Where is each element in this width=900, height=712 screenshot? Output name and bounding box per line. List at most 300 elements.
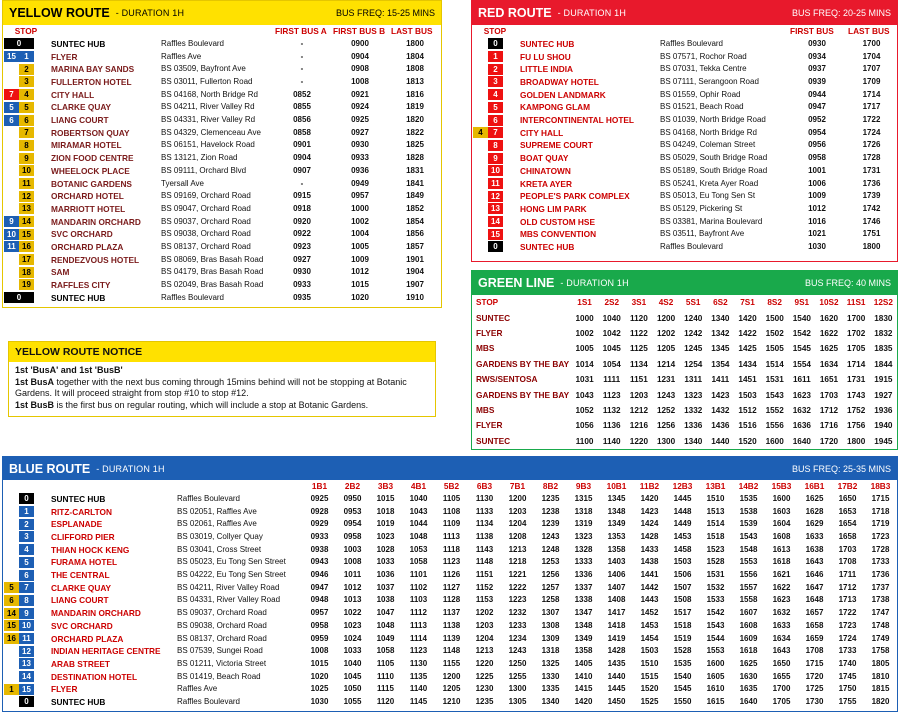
stop-number-badge	[473, 203, 488, 214]
stop-number-cell	[3, 607, 49, 620]
stop-number-cell	[472, 228, 518, 241]
stop-number-badge: 10	[19, 620, 34, 631]
stop-number-badge	[4, 127, 19, 138]
departure-time: 1411	[711, 375, 730, 385]
table-row	[3, 50, 441, 63]
stop-number-cell	[3, 177, 49, 190]
departure-time: 1609	[739, 633, 758, 643]
column-header: 5B2	[443, 481, 460, 492]
departure-time: 1420	[738, 313, 757, 323]
departure-time: 1733	[871, 557, 890, 567]
departure-time: 0943	[310, 557, 329, 567]
departure-time: 1240	[684, 313, 703, 323]
stop-number-badge: 0	[4, 292, 34, 303]
column-header: 9B3	[575, 481, 592, 492]
departure-time: 1225	[475, 671, 494, 681]
stop-number-cell	[3, 493, 49, 506]
stop-number-badge: 15	[4, 51, 19, 62]
stop-number-badge	[4, 76, 19, 87]
table-row	[472, 310, 897, 325]
departure-time: 1349	[607, 519, 626, 529]
stop-number-badge	[4, 671, 19, 682]
departure-time: 1205	[442, 684, 461, 694]
last-bus-time: 1704	[862, 51, 881, 61]
table-row	[3, 594, 897, 607]
departure-time: 1505	[765, 344, 784, 354]
departure-time: 1658	[838, 532, 857, 542]
stop-number-badge	[473, 191, 488, 202]
departure-time: 1405	[574, 658, 593, 668]
col-first-bus-b: FIRST BUS B	[333, 26, 386, 37]
stop-number-cell	[3, 683, 49, 696]
table-row	[3, 582, 897, 595]
stop-number-badge	[4, 165, 19, 176]
departure-time: 1333	[574, 557, 593, 567]
departure-time: 1213	[475, 646, 494, 656]
stop-number-cell	[472, 88, 518, 101]
first-bus-time: 1012	[808, 203, 826, 213]
departure-time: 1700	[772, 684, 791, 694]
column-header: 10B1	[606, 481, 627, 492]
first-bus-b-time: 0924	[351, 102, 369, 112]
first-bus-b-time: 1005	[351, 241, 369, 251]
departure-time: 1643	[805, 557, 824, 567]
table-row	[3, 683, 897, 696]
table-row	[472, 152, 897, 165]
departure-time: 1615	[706, 696, 725, 706]
stop-name: MBS	[476, 343, 495, 354]
stop-number-badge: 4	[488, 89, 503, 100]
departure-time: 1205	[656, 344, 676, 354]
stop-address: BS 05241, Kreta Ayer Road	[660, 178, 759, 188]
departure-time: 1123	[409, 646, 428, 656]
first-bus-a-time: -	[300, 77, 304, 87]
stop-name: ESPLANADE	[51, 519, 103, 530]
stop-number-badge	[4, 519, 19, 530]
table-row	[472, 165, 897, 178]
first-bus-b-time: 1000	[351, 203, 369, 213]
departure-time: 1705	[772, 696, 791, 706]
departure-time: 1308	[541, 620, 560, 630]
departure-time: 1135	[409, 671, 428, 681]
departure-time: 1605	[706, 671, 725, 681]
stop-name: SUNTEC	[476, 312, 511, 323]
departure-time: 1300	[508, 684, 527, 694]
departure-time: 1543	[765, 390, 784, 400]
stop-name: MARRIOTT HOTEL	[51, 203, 126, 214]
stop-number-badge: 8	[488, 140, 503, 151]
col-first-bus-a: FIRST BUS A	[275, 26, 327, 37]
stop-number-badge: 15	[4, 620, 19, 631]
stop-number-badge: 15	[488, 229, 503, 240]
departure-time: 1210	[442, 696, 461, 706]
departure-time: 1540	[673, 671, 692, 681]
departure-time: 0950	[343, 493, 362, 503]
column-header: 2S2	[604, 298, 620, 308]
departure-time: 1348	[607, 506, 626, 516]
stop-number-cell	[472, 50, 518, 63]
departure-time: 1640	[739, 696, 758, 706]
stop-number-cell	[472, 139, 518, 152]
departure-time: 1453	[640, 620, 659, 630]
departure-time: 1611	[792, 375, 811, 385]
stop-number-badge	[4, 531, 19, 542]
table-row	[3, 165, 441, 178]
stop-number-badge: 12	[488, 191, 503, 202]
departure-time: 1750	[838, 684, 857, 694]
last-bus-time: 1746	[862, 216, 881, 226]
notice-title: YELLOW ROUTE NOTICE	[9, 342, 435, 362]
blue-route-duration: - DURATION 1H	[96, 463, 165, 474]
column-header: STOP	[476, 298, 499, 308]
departure-time: 1508	[673, 595, 692, 605]
departure-time: 1449	[673, 519, 692, 529]
stop-number-badge	[4, 178, 19, 189]
departure-time: 1736	[871, 570, 890, 580]
stop-address: Raffles Boulevard	[660, 38, 723, 48]
departure-time: 1712	[838, 582, 857, 592]
departure-time: 1440	[711, 436, 730, 446]
departure-time: 1719	[871, 519, 890, 529]
stop-address: Raffles Boulevard	[660, 241, 723, 251]
stop-number-badge	[4, 506, 19, 517]
stop-address: BS 09038, Orchard Road	[177, 620, 267, 630]
col-last-bus: LAST BUS	[848, 26, 890, 37]
stop-name: INDIAN HERITAGE CENTRE	[51, 646, 161, 657]
departure-time: 1531	[765, 375, 784, 385]
departure-time: 1507	[673, 582, 692, 592]
departure-time: 1705	[847, 344, 866, 354]
stop-name: HONG LIM PARK	[520, 203, 587, 214]
last-bus-time: 1816	[406, 89, 424, 99]
departure-time: 1607	[739, 608, 758, 618]
departure-time: 1544	[706, 633, 725, 643]
first-bus-a-time: 0935	[293, 292, 311, 302]
stop-name: THIAN HOCK KENG	[51, 544, 130, 555]
stop-name: MIRAMAR HOTEL	[51, 140, 122, 151]
stop-name: SVC ORCHARD	[51, 620, 113, 631]
departure-time: 1844	[874, 359, 893, 369]
departure-time: 1815	[871, 684, 890, 694]
first-bus-time: 1021	[808, 229, 826, 239]
departure-time: 1625	[805, 493, 824, 503]
stop-name: WHEELOCK PLACE	[51, 165, 130, 176]
last-bus-time: 1904	[406, 267, 424, 277]
stop-address: BS 09169, Orchard Road	[161, 191, 251, 201]
departure-time: 1058	[376, 646, 395, 656]
departure-time: 1500	[765, 313, 784, 323]
first-bus-b-time: 0930	[351, 140, 369, 150]
departure-time: 1208	[508, 532, 527, 542]
departure-time: 1749	[871, 633, 890, 643]
last-bus-time: 1714	[862, 89, 881, 99]
table-row	[3, 203, 441, 216]
column-header: 16B1	[804, 481, 825, 492]
stop-address: BS 05023, Eu Tong Sen Street	[177, 557, 286, 567]
first-bus-b-time: 1004	[351, 229, 369, 239]
first-bus-b-time: 1015	[351, 280, 369, 290]
notice-line-3: 1st BusB is the first bus on regular routing, which will include a stop at Botanic Gardens.	[15, 399, 369, 410]
departure-time: 0929	[310, 519, 329, 529]
stop-name: FLYER	[476, 327, 503, 338]
last-bus-time: 1856	[406, 229, 424, 239]
table-row	[472, 88, 897, 101]
departure-time: 1440	[607, 671, 626, 681]
stop-number-badge: 11	[19, 633, 34, 644]
departure-time: 1613	[772, 544, 791, 554]
departure-time: 1442	[640, 582, 659, 592]
departure-time: 1650	[772, 658, 791, 668]
departure-time: 1115	[377, 684, 394, 694]
stop-name: INTERCONTINENTAL HOTEL	[520, 115, 635, 126]
last-bus-time: 1910	[406, 292, 424, 302]
column-header: 11B2	[639, 481, 660, 492]
table-row	[472, 177, 897, 190]
departure-time: 1653	[838, 506, 857, 516]
departure-time: 1139	[442, 633, 461, 643]
departure-time: 1114	[410, 633, 427, 643]
first-bus-time: 1016	[808, 216, 826, 226]
column-header: 7B1	[509, 481, 526, 492]
departure-time: 1630	[739, 671, 758, 681]
departure-time: 1340	[684, 436, 703, 446]
stop-number-badge: 10	[4, 229, 19, 240]
stop-name: MANDARIN ORCHARD	[51, 216, 141, 227]
departure-time: 1940	[874, 421, 893, 431]
departure-time: 1406	[607, 570, 626, 580]
stop-number-cell	[3, 620, 49, 633]
departure-time: 1148	[475, 557, 494, 567]
departure-time: 1724	[838, 633, 857, 643]
departure-time: 1510	[706, 493, 725, 503]
stop-name: BOAT QUAY	[520, 153, 569, 164]
stop-number-badge: 11	[19, 178, 34, 189]
stop-name: BROADWAY HOTEL	[520, 77, 599, 88]
stop-number-badge	[473, 153, 488, 164]
departure-time: 1111	[603, 375, 621, 385]
departure-time: 0959	[310, 633, 329, 643]
departure-time: 1715	[871, 493, 890, 503]
departure-time: 1510	[640, 658, 659, 668]
departure-time: 1318	[574, 506, 593, 516]
table-row	[472, 101, 897, 114]
departure-time: 1415	[574, 684, 593, 694]
departure-time: 1700	[847, 313, 866, 323]
stop-address: BS 08137, Orchard Road	[177, 633, 267, 643]
stop-name: LITTLE INDIA	[520, 64, 574, 75]
first-bus-a-time: 0915	[293, 191, 311, 201]
departure-time: 1533	[706, 595, 725, 605]
departure-time: 1648	[805, 595, 824, 605]
departure-time: 1800	[847, 436, 866, 446]
stop-address: BS 08137, Orchard Road	[161, 241, 251, 251]
departure-time: 1300	[656, 436, 676, 446]
table-row	[3, 493, 897, 506]
stop-number-cell	[472, 190, 518, 203]
first-bus-time: 0934	[808, 51, 826, 61]
stop-address: BS 04249, Coleman Street	[660, 140, 756, 150]
departure-time: 1200	[508, 493, 527, 503]
stop-number-badge	[4, 203, 19, 214]
column-header-blank	[3, 480, 49, 493]
stop-number-badge: 11	[488, 178, 503, 189]
departure-time: 1623	[772, 595, 791, 605]
departure-time: 1025	[310, 684, 329, 694]
stop-number-badge: 17	[19, 254, 34, 265]
departure-time: 1012	[343, 582, 362, 592]
departure-time: 1503	[640, 646, 659, 656]
departure-time: 1110	[377, 671, 394, 681]
stop-number-cell	[3, 658, 49, 671]
stop-number-badge: 2	[19, 64, 34, 75]
departure-time: 1143	[475, 544, 494, 554]
stop-number-cell	[3, 518, 49, 531]
stop-address: BS 09111, Orchard Blvd	[161, 165, 247, 175]
departure-time: 1008	[343, 557, 362, 567]
stop-number-badge: 13	[488, 203, 503, 214]
column-header: 1S1	[577, 298, 592, 308]
red-route-header	[472, 1, 897, 25]
departure-time: 1011	[343, 570, 362, 580]
table-row	[472, 326, 897, 341]
last-bus-time: 1709	[862, 77, 881, 87]
departure-time: 1513	[706, 506, 725, 516]
stop-number-badge: 1	[4, 684, 19, 695]
departure-time: 1432	[711, 405, 730, 415]
stop-number-cell	[472, 215, 518, 228]
departure-time: 1702	[847, 328, 866, 338]
stop-name: GARDENS BY THE BAY	[476, 389, 570, 400]
departure-time: 1423	[711, 390, 730, 400]
departure-time: 1453	[673, 532, 692, 542]
stop-number-badge	[4, 191, 19, 202]
departure-time: 1319	[574, 519, 593, 529]
stop-name: FULLERTON HOTEL	[51, 77, 132, 88]
stop-number-badge: 0	[488, 38, 503, 49]
departure-time: 1733	[838, 646, 857, 656]
column-header: 4S2	[658, 298, 674, 308]
departure-time: 1703	[819, 390, 839, 400]
departure-time: 1451	[738, 375, 757, 385]
departure-time: 1325	[541, 658, 560, 668]
stop-number-badge: 8	[19, 140, 34, 151]
departure-time: 1618	[772, 557, 791, 567]
last-bus-time: 1726	[862, 140, 881, 150]
stop-number-badge: 12	[19, 646, 34, 657]
table-row	[472, 127, 897, 140]
stop-number-badge: 14	[19, 216, 34, 227]
stop-number-badge: 10	[19, 165, 34, 176]
departure-time: 1047	[376, 608, 395, 618]
departure-time: 1203	[475, 620, 494, 630]
stop-number-badge: 5	[19, 102, 34, 113]
departure-time: 1712	[819, 405, 839, 415]
departure-time: 1936	[874, 405, 893, 415]
stop-number-cell	[3, 594, 49, 607]
stop-address: BS 01521, Beach Road	[660, 102, 744, 112]
departure-time: 1127	[442, 582, 461, 592]
departure-time: 1443	[640, 595, 659, 605]
departure-time: 1048	[409, 532, 428, 542]
stop-number-cell	[3, 228, 49, 241]
departure-time: 1239	[541, 519, 560, 529]
departure-time: 1232	[508, 608, 527, 618]
departure-time: 0953	[343, 506, 362, 516]
departure-time: 1722	[838, 608, 857, 618]
departure-time: 1049	[376, 633, 395, 643]
stop-name: RAFFLES CITY	[51, 280, 111, 291]
departure-time: 1927	[874, 390, 893, 400]
stop-address: BS 03381, Marina Boulevard	[660, 216, 763, 226]
table-row	[3, 632, 897, 645]
stop-address: BS 07031, Tekka Centre	[660, 64, 747, 74]
stop-address: BS 05029, South Bridge Road	[660, 153, 768, 163]
departure-time: 1340	[711, 313, 730, 323]
departure-time: 1518	[706, 532, 725, 542]
stop-address: BS 05013, Eu Tong Sen St	[660, 191, 756, 201]
departure-time: 1212	[629, 405, 648, 415]
column-header: 5S1	[685, 298, 701, 308]
stop-number-cell	[3, 215, 49, 228]
stop-number-cell	[3, 127, 49, 140]
stop-number-cell	[472, 114, 518, 127]
departure-time: 1603	[772, 506, 791, 516]
departure-time: 1315	[574, 493, 593, 503]
departure-time: 1835	[874, 344, 893, 354]
departure-time: 1113	[443, 532, 460, 542]
table-row	[472, 139, 897, 152]
departure-time: 1636	[792, 421, 811, 431]
stop-address: Raffles Boulevard	[161, 292, 224, 302]
departure-time: 1436	[711, 421, 730, 431]
stop-number-badge	[473, 178, 488, 189]
last-bus-time: 1736	[862, 178, 881, 188]
stop-address: BS 09037, Orchard Road	[177, 608, 267, 618]
departure-time: 1102	[409, 582, 428, 592]
departure-time: 1620	[819, 313, 839, 323]
table-row	[472, 241, 897, 254]
table-row	[3, 139, 441, 152]
stop-name: SUNTEC HUB	[520, 241, 575, 252]
stop-number-cell	[3, 291, 49, 304]
stop-number-cell	[3, 101, 49, 114]
stop-number-badge: 3	[19, 531, 34, 542]
last-bus-time: 1822	[406, 127, 424, 137]
departure-time: 0928	[310, 506, 329, 516]
table-row	[3, 241, 441, 254]
departure-time: 1629	[805, 519, 824, 529]
stop-name: GARDENS BY THE BAY	[476, 358, 570, 369]
departure-time: 1100	[575, 436, 594, 446]
stop-address: Raffles Boulevard	[161, 38, 224, 48]
first-bus-b-time: 0925	[351, 115, 369, 125]
stop-address: Tyersall Ave	[161, 178, 204, 188]
table-row	[3, 76, 441, 89]
table-row	[3, 658, 897, 671]
departure-time: 1557	[739, 582, 758, 592]
departure-time: 1715	[805, 658, 824, 668]
departure-time: 1445	[673, 493, 692, 503]
departure-time: 1634	[772, 633, 791, 643]
first-bus-b-time: 0927	[351, 127, 369, 137]
departure-time: 1040	[409, 493, 428, 503]
departure-time: 1309	[541, 633, 560, 643]
departure-time: 1410	[574, 671, 593, 681]
table-row	[3, 531, 897, 544]
stop-address: BS 03011, Fullerton Road	[161, 77, 253, 87]
blue-route-frequency: BUS FREQ: 25-35 MINS	[791, 463, 891, 474]
departure-time: 1433	[640, 544, 659, 554]
